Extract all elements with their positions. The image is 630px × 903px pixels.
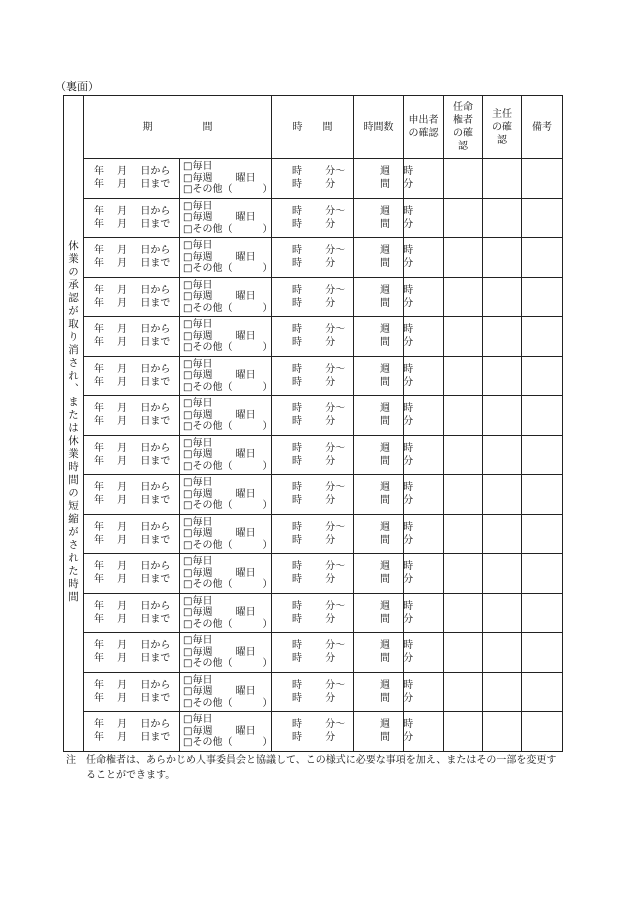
record-row <box>64 435 563 475</box>
frequency-cell[interactable] <box>180 238 272 278</box>
hours-top: 週 時 <box>380 363 414 375</box>
hours-top: 週 時 <box>380 521 414 533</box>
header-applicant-confirm: 申出者の確認 <box>404 96 444 159</box>
leave-record-table <box>63 95 563 752</box>
frequency-cell[interactable] <box>180 514 272 554</box>
period-to: 年 月 日まで <box>94 218 171 230</box>
time-to: 時 分 <box>292 653 336 665</box>
time-cell[interactable] <box>272 633 354 673</box>
hours-cell[interactable] <box>354 396 414 436</box>
hours-top: 週 時 <box>380 324 414 336</box>
period-to: 年 月 日まで <box>94 574 171 586</box>
freq-daily-checkbox[interactable]: □毎日 <box>183 279 213 291</box>
freq-other-checkbox[interactable]: □その他（ ） <box>183 658 273 669</box>
period-cell[interactable] <box>84 317 180 357</box>
hours-top: 週 時 <box>380 719 414 731</box>
time-to: 時 分 <box>292 732 336 744</box>
hours-top: 週 時 <box>380 561 414 573</box>
remarks-cell[interactable] <box>522 396 563 436</box>
remarks-cell[interactable] <box>522 435 563 475</box>
freq-weekly-checkbox[interactable]: □毎週 曜日 <box>183 567 256 579</box>
period-to: 年 月 日まで <box>94 732 171 744</box>
period-to: 年 月 日まで <box>94 258 171 270</box>
period-from: 年 月 日から <box>94 521 171 533</box>
time-cell[interactable] <box>272 593 354 633</box>
freq-weekly-checkbox[interactable]: □毎週 曜日 <box>183 686 256 697</box>
period-from: 年 月 日から <box>94 166 171 178</box>
chief-confirm-cell[interactable] <box>483 317 522 357</box>
record-row <box>64 514 563 554</box>
freq-daily-checkbox[interactable]: □毎日 <box>183 477 213 488</box>
time-from: 時 分～ <box>292 640 346 652</box>
remarks-cell[interactable] <box>522 159 563 199</box>
record-row <box>64 475 563 515</box>
hours-top: 週 時 <box>380 284 414 296</box>
appointer-confirm-cell[interactable] <box>444 593 483 633</box>
period-from: 年 月 日から <box>94 284 171 296</box>
frequency-cell[interactable] <box>180 159 272 199</box>
period-cell[interactable] <box>84 238 180 278</box>
period-cell[interactable] <box>84 712 180 752</box>
time-from: 時 分～ <box>292 403 346 415</box>
remarks-cell[interactable] <box>522 554 563 594</box>
applicant-confirm-cell[interactable] <box>404 198 444 238</box>
period-cell[interactable] <box>84 475 180 515</box>
time-from: 時 分～ <box>292 324 346 336</box>
period-cell[interactable] <box>84 356 180 396</box>
period-cell[interactable] <box>84 435 180 475</box>
footnote-text: 任命権者は、あらかじめ人事委員会と協議して、この様式に必要な事項を加え、またはその一部を変更することができます。 <box>86 755 557 781</box>
freq-daily-checkbox[interactable]: □毎日 <box>183 358 213 370</box>
hours-cell[interactable] <box>354 238 414 278</box>
freq-daily-checkbox[interactable]: □毎日 <box>183 319 213 330</box>
hours-top: 週 時 <box>380 442 414 454</box>
remarks-cell[interactable] <box>522 198 563 238</box>
record-row <box>64 317 563 357</box>
period-from: 年 月 日から <box>94 640 171 652</box>
remarks-cell[interactable] <box>522 277 563 317</box>
chief-confirm-cell[interactable] <box>483 356 522 396</box>
period-to: 年 月 日まで <box>94 692 171 704</box>
appointer-confirm-cell[interactable] <box>444 712 483 752</box>
appointer-confirm-cell[interactable] <box>444 198 483 238</box>
time-cell[interactable] <box>272 277 354 317</box>
time-to: 時 分 <box>292 574 336 586</box>
period-cell[interactable] <box>84 514 180 554</box>
period-cell[interactable] <box>84 593 180 633</box>
freq-weekly-checkbox[interactable]: □毎週 曜日 <box>183 291 256 302</box>
hours-bottom: 間 分 <box>380 376 414 388</box>
hours-bottom: 間 分 <box>380 218 414 230</box>
chief-confirm-cell[interactable] <box>483 475 522 515</box>
remarks-cell[interactable] <box>522 672 563 712</box>
time-from: 時 分～ <box>292 205 346 217</box>
time-cell[interactable] <box>272 554 354 594</box>
chief-confirm-cell[interactable] <box>483 198 522 238</box>
hours-cell[interactable] <box>354 712 414 752</box>
time-from: 時 分～ <box>292 363 346 375</box>
remarks-cell[interactable] <box>522 356 563 396</box>
period-from: 年 月 日から <box>94 719 171 731</box>
time-cell[interactable] <box>272 238 354 278</box>
period-to: 年 月 日まで <box>94 653 171 665</box>
freq-daily-checkbox[interactable]: □毎日 <box>183 398 213 409</box>
remarks-cell[interactable] <box>522 633 563 673</box>
hours-top: 週 時 <box>380 205 414 217</box>
hours-cell[interactable] <box>354 633 414 673</box>
time-from: 時 分～ <box>292 166 346 178</box>
freq-daily-checkbox[interactable]: □毎日 <box>183 240 213 251</box>
time-cell[interactable] <box>272 514 354 554</box>
freq-daily-checkbox[interactable]: □毎日 <box>183 556 213 567</box>
chief-confirm-cell[interactable] <box>483 396 522 436</box>
chief-confirm-cell[interactable] <box>483 554 522 594</box>
time-to: 時 分 <box>292 258 336 270</box>
chief-confirm-cell[interactable] <box>483 238 522 278</box>
record-row <box>64 159 563 199</box>
hours-bottom: 間 分 <box>380 297 414 309</box>
time-cell[interactable] <box>272 435 354 475</box>
hours-cell[interactable] <box>354 475 414 515</box>
time-cell[interactable] <box>272 198 354 238</box>
applicant-confirm-cell[interactable] <box>404 514 444 554</box>
hours-bottom: 間 分 <box>380 258 414 270</box>
freq-weekly-checkbox[interactable]: □毎週 曜日 <box>183 409 256 421</box>
period-from: 年 月 日から <box>94 561 171 573</box>
chief-confirm-cell[interactable] <box>483 593 522 633</box>
time-from: 時 分～ <box>292 442 346 454</box>
hours-cell[interactable] <box>354 198 414 238</box>
hours-bottom: 間 分 <box>380 455 414 467</box>
hours-cell[interactable] <box>354 435 414 475</box>
appointer-confirm-cell[interactable] <box>444 159 483 199</box>
time-from: 時 分～ <box>292 245 346 257</box>
freq-other-checkbox[interactable]: □その他（ ） <box>183 460 273 472</box>
hours-bottom: 間 分 <box>380 534 414 546</box>
frequency-cell[interactable] <box>180 435 272 475</box>
freq-daily-checkbox[interactable]: □毎日 <box>183 635 213 646</box>
hours-bottom: 間 分 <box>380 495 414 507</box>
time-from: 時 分～ <box>292 679 346 691</box>
record-row <box>64 554 563 594</box>
period-cell[interactable] <box>84 554 180 594</box>
freq-daily-checkbox[interactable]: □毎日 <box>183 674 213 686</box>
freq-other-checkbox[interactable]: □その他（ ） <box>183 263 273 274</box>
freq-other-checkbox[interactable]: □その他（ ） <box>183 618 273 630</box>
hours-bottom: 間 分 <box>380 613 414 625</box>
appointer-confirm-cell[interactable] <box>444 633 483 673</box>
applicant-confirm-cell[interactable] <box>404 672 444 712</box>
chief-confirm-cell[interactable] <box>483 712 522 752</box>
hours-bottom: 間 分 <box>380 179 414 191</box>
time-to: 時 分 <box>292 218 336 230</box>
record-row <box>64 633 563 673</box>
frequency-cell[interactable] <box>180 356 272 396</box>
hours-bottom: 間 分 <box>380 337 414 349</box>
period-to: 年 月 日まで <box>94 416 171 428</box>
freq-weekly-checkbox[interactable]: □毎週 曜日 <box>183 449 256 460</box>
appointer-confirm-cell[interactable] <box>444 317 483 357</box>
freq-daily-checkbox[interactable]: □毎日 <box>183 437 213 449</box>
hours-cell[interactable] <box>354 317 414 357</box>
freq-other-checkbox[interactable]: □その他（ ） <box>183 421 273 432</box>
hours-bottom: 間 分 <box>380 692 414 704</box>
record-row <box>64 712 563 752</box>
period-to: 年 月 日まで <box>94 376 171 388</box>
header-appointer-confirm: 任命権者の確認 <box>444 96 483 159</box>
appointer-confirm-cell[interactable] <box>444 514 483 554</box>
record-row <box>64 593 563 633</box>
freq-other-checkbox[interactable]: □その他（ ） <box>183 539 273 551</box>
period-from: 年 月 日から <box>94 403 171 415</box>
freq-daily-checkbox[interactable]: □毎日 <box>183 714 213 725</box>
footnote-mark: 注 <box>66 755 76 766</box>
applicant-confirm-cell[interactable] <box>404 356 444 396</box>
appointer-confirm-cell[interactable] <box>444 554 483 594</box>
period-from: 年 月 日から <box>94 442 171 454</box>
freq-weekly-checkbox[interactable]: □毎週 曜日 <box>183 330 256 342</box>
remarks-cell[interactable] <box>522 238 563 278</box>
period-from: 年 月 日から <box>94 679 171 691</box>
header-row <box>64 96 563 159</box>
time-from: 時 分～ <box>292 600 346 612</box>
freq-other-checkbox[interactable]: □その他（ ） <box>183 737 273 748</box>
freq-weekly-checkbox[interactable]: □毎週 曜日 <box>183 528 256 539</box>
appointer-confirm-cell[interactable] <box>444 277 483 317</box>
period-cell[interactable] <box>84 633 180 673</box>
period-to: 年 月 日まで <box>94 613 171 625</box>
time-to: 時 分 <box>292 416 336 428</box>
hours-top: 週 時 <box>380 245 414 257</box>
remarks-cell[interactable] <box>522 593 563 633</box>
frequency-cell[interactable] <box>180 672 272 712</box>
hours-bottom: 間 分 <box>380 416 414 428</box>
remarks-cell[interactable] <box>522 475 563 515</box>
appointer-confirm-cell[interactable] <box>444 238 483 278</box>
time-cell[interactable] <box>272 159 354 199</box>
freq-weekly-checkbox[interactable]: □毎週 曜日 <box>183 172 256 184</box>
footnote <box>66 753 566 783</box>
time-to: 時 分 <box>292 534 336 546</box>
hours-cell[interactable] <box>354 277 414 317</box>
period-to: 年 月 日まで <box>94 179 171 191</box>
hours-cell[interactable] <box>354 514 414 554</box>
period-cell[interactable] <box>84 672 180 712</box>
record-row <box>64 356 563 396</box>
freq-other-checkbox[interactable]: □その他（ ） <box>183 381 273 393</box>
hours-cell[interactable] <box>354 159 414 199</box>
period-from: 年 月 日から <box>94 324 171 336</box>
freq-weekly-checkbox[interactable]: □毎週 曜日 <box>183 725 256 737</box>
time-cell[interactable] <box>272 396 354 436</box>
hours-top: 週 時 <box>380 482 414 494</box>
header-time: 時 間 <box>272 96 354 159</box>
hours-bottom: 間 分 <box>380 574 414 586</box>
period-to: 年 月 日まで <box>94 534 171 546</box>
freq-weekly-checkbox[interactable]: □毎週 曜日 <box>183 370 256 381</box>
time-from: 時 分～ <box>292 482 346 494</box>
appointer-confirm-cell[interactable] <box>444 435 483 475</box>
applicant-confirm-cell[interactable] <box>404 277 444 317</box>
record-row <box>64 396 563 436</box>
freq-other-checkbox[interactable]: □その他（ ） <box>183 223 273 235</box>
freq-daily-checkbox[interactable]: □毎日 <box>183 516 213 528</box>
frequency-cell[interactable] <box>180 633 272 673</box>
freq-daily-checkbox[interactable]: □毎日 <box>183 200 213 212</box>
period-from: 年 月 日から <box>94 245 171 257</box>
frequency-cell[interactable] <box>180 593 272 633</box>
side-label-cell <box>64 96 84 752</box>
chief-confirm-cell[interactable] <box>483 277 522 317</box>
frequency-cell[interactable] <box>180 198 272 238</box>
header-hours: 時間数 <box>354 96 404 159</box>
chief-confirm-cell[interactable] <box>483 435 522 475</box>
remarks-cell[interactable] <box>522 514 563 554</box>
freq-other-checkbox[interactable]: □その他（ ） <box>183 184 273 195</box>
period-to: 年 月 日まで <box>94 495 171 507</box>
freq-daily-checkbox[interactable]: □毎日 <box>183 161 213 172</box>
side-label-text: 休業の承認が取り消され、または休業時間の短縮がされた時間 <box>67 239 79 604</box>
hours-top: 週 時 <box>380 600 414 612</box>
period-to: 年 月 日まで <box>94 297 171 309</box>
period-from: 年 月 日から <box>94 363 171 375</box>
freq-other-checkbox[interactable]: □その他（ ） <box>183 342 273 353</box>
record-row <box>64 198 563 238</box>
time-cell[interactable] <box>272 356 354 396</box>
freq-daily-checkbox[interactable]: □毎日 <box>183 595 213 607</box>
hours-top: 週 時 <box>380 166 414 178</box>
freq-weekly-checkbox[interactable]: □毎週 曜日 <box>183 607 256 618</box>
appointer-confirm-cell[interactable] <box>444 396 483 436</box>
period-to: 年 月 日まで <box>94 337 171 349</box>
remarks-cell[interactable] <box>522 712 563 752</box>
hours-bottom: 間 分 <box>380 732 414 744</box>
freq-other-checkbox[interactable]: □その他（ ） <box>183 302 273 314</box>
freq-weekly-checkbox[interactable]: □毎週 曜日 <box>183 488 256 500</box>
hours-cell[interactable] <box>354 554 414 594</box>
time-from: 時 分～ <box>292 561 346 573</box>
chief-confirm-cell[interactable] <box>483 159 522 199</box>
period-from: 年 月 日から <box>94 482 171 494</box>
header-period: 期 間 <box>84 96 272 159</box>
time-cell[interactable] <box>272 317 354 357</box>
frequency-cell[interactable] <box>180 554 272 594</box>
freq-weekly-checkbox[interactable]: □毎週 曜日 <box>183 212 256 223</box>
freq-weekly-checkbox[interactable]: □毎週 曜日 <box>183 251 256 263</box>
period-cell[interactable] <box>84 198 180 238</box>
time-from: 時 分～ <box>292 719 346 731</box>
time-to: 時 分 <box>292 179 336 191</box>
time-cell[interactable] <box>272 672 354 712</box>
hours-cell[interactable] <box>354 593 414 633</box>
record-row <box>64 238 563 278</box>
time-from: 時 分～ <box>292 521 346 533</box>
time-from: 時 分～ <box>292 284 346 296</box>
hours-top: 週 時 <box>380 403 414 415</box>
time-to: 時 分 <box>292 376 336 388</box>
freq-weekly-checkbox[interactable]: □毎週 曜日 <box>183 646 256 658</box>
frequency-cell[interactable] <box>180 396 272 436</box>
appointer-confirm-cell[interactable] <box>444 475 483 515</box>
appointer-confirm-cell[interactable] <box>444 672 483 712</box>
time-to: 時 分 <box>292 337 336 349</box>
period-cell[interactable] <box>84 159 180 199</box>
applicant-confirm-cell[interactable] <box>404 435 444 475</box>
chief-confirm-cell[interactable] <box>483 672 522 712</box>
header-remarks: 備考 <box>522 96 563 159</box>
period-cell[interactable] <box>84 396 180 436</box>
time-to: 時 分 <box>292 613 336 625</box>
time-cell[interactable] <box>272 712 354 752</box>
frequency-cell[interactable] <box>180 712 272 752</box>
period-to: 年 月 日まで <box>94 455 171 467</box>
period-cell[interactable] <box>84 277 180 317</box>
chief-confirm-cell[interactable] <box>483 633 522 673</box>
applicant-confirm-cell[interactable] <box>404 593 444 633</box>
hours-cell[interactable] <box>354 356 414 396</box>
time-to: 時 分 <box>292 455 336 467</box>
hours-bottom: 間 分 <box>380 653 414 665</box>
header-chief-confirm: 主任の確認 <box>483 96 522 159</box>
hours-cell[interactable] <box>354 672 414 712</box>
record-row <box>64 277 563 317</box>
frequency-cell[interactable] <box>180 475 272 515</box>
page-side-label: （裏面） <box>55 80 99 93</box>
appointer-confirm-cell[interactable] <box>444 356 483 396</box>
time-to: 時 分 <box>292 692 336 704</box>
chief-confirm-cell[interactable] <box>483 514 522 554</box>
time-cell[interactable] <box>272 475 354 515</box>
freq-other-checkbox[interactable]: □その他（ ） <box>183 500 273 511</box>
remarks-cell[interactable] <box>522 317 563 357</box>
frequency-cell[interactable] <box>180 277 272 317</box>
record-row <box>64 672 563 712</box>
time-to: 時 分 <box>292 495 336 507</box>
time-to: 時 分 <box>292 297 336 309</box>
freq-other-checkbox[interactable]: □その他（ ） <box>183 697 273 709</box>
freq-other-checkbox[interactable]: □その他（ ） <box>183 579 273 590</box>
hours-top: 週 時 <box>380 640 414 652</box>
period-from: 年 月 日から <box>94 205 171 217</box>
period-from: 年 月 日から <box>94 600 171 612</box>
frequency-cell[interactable] <box>180 317 272 357</box>
hours-top: 週 時 <box>380 679 414 691</box>
